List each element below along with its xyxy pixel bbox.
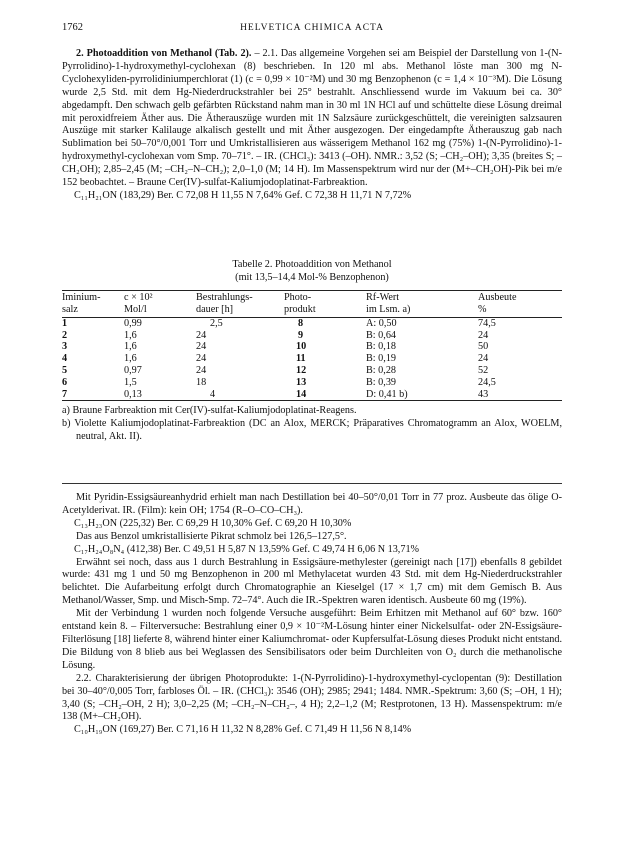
- paragraph-acetyl: Mit Pyridin-Essigsäureanhydrid erhielt man nach Destillation bei 40–50°/0,01 Torr in 77 proz. Ausbeute das ölige O-Acetylderivat. IR. (Film): kein OH; 1754 (R–O–CO–CH₃).: [62, 492, 562, 516]
- table-body: [62, 317, 562, 405]
- running-header: [62, 22, 562, 36]
- header-rf: Rf-Wert im Lsm. a): [366, 291, 411, 315]
- paragraph-methylacetate: Erwähnt sei noch, dass aus 1 durch Bestrahlung in Essigsäure-methylester (gereinigt nach [17]) ebenfalls 8 gebildet wurde: 431 mg 1 und 50 mg Benzophenon in 200 ml Methylacetat wurden 43 Std. mit dem Hg-Niederdruckstrahler belichtet. Die Aufarbeitung erfolgt durch Chromatographie an Kieselgel (17 × 1,7 cm) mit dem Gemisch B. Aus Methanol/Wasser, Smp. und Misch-Smp. 72–74°. Auch die IR.-Spektren waren identisch. Ausbeute 60 mg (19%).: [62, 556, 562, 607]
- header-iminium: Iminium- salz: [62, 291, 101, 315]
- table-subtitle: (mit 13,5–14,4 Mol-% Benzophenon): [235, 271, 389, 283]
- section-photoaddition: [62, 48, 562, 203]
- paragraph-picrate: Das aus Benzol umkristallisierte Pikrat schmolz bei 126,5–127,5°.: [76, 530, 347, 542]
- paragraph-characterization: 2.2. Charakterisierung der übrigen Photoprodukte: 1-(N-Pyrrolidino)-1-hydroxymethyl-cyclopentan (9): Destillation bei 30–40°/0,005 Torr, farbloses Öl. – IR. (CHCl₃): 3546 (OH); 2985; 2941; 1484. NMR.-Spektrum: 3,60 (S; –OH, 1 H); 3,40 (S; –CH₂–OH, 2 H); 3,0–2,25 (M; –CH₂–N–CH₂–, 4 H); 2,2–1,2 (M; Restprotonen, 13 H). Massenspektrum: m/e 138 (M+–CH₂OH).: [62, 672, 562, 723]
- elemental-analysis: C₁₇H₂₄O₈N₄ (412,38) Ber. C 49,51 H 5,87 N 13,59% Gef. C 49,74 H 6,06 N 13,71%: [74, 543, 420, 555]
- table-2: [62, 259, 562, 444]
- elemental-analysis: C₁₀H₁₉ON (169,27) Ber. C 71,16 H 11,32 N 8,28% Gef. C 71,49 H 11,56 N 8,14%: [74, 724, 412, 736]
- table-row: 2 1,6 24 9 B: 0,64 24: [62, 329, 489, 341]
- table-grid: [62, 290, 562, 406]
- header-yield: Ausbeute %: [478, 291, 517, 315]
- table-row: 5 0,97 24 12 B: 0,28 52: [62, 365, 489, 376]
- section-heading: 2. Photoaddition von Methanol (Tab. 2).: [76, 48, 252, 59]
- header-product: Photo- produkt: [284, 291, 316, 315]
- footnote-b: b) Violette Kaliumjodoplatinat-Farbreaktion (DC an Alox, MERCK; Präparatives Chromatogramm an Alox, WOELM, neutral, Akt. II).: [62, 418, 562, 443]
- journal-title: HELVETICA CHIMICA ACTA: [240, 23, 384, 33]
- table-row: 6 1,5 18 13 B: 0,39 24,5: [62, 376, 496, 388]
- table-header-row: [62, 290, 562, 317]
- page-number: 1762: [62, 22, 83, 33]
- section-continued: [62, 492, 562, 737]
- paragraph-general-procedure: [62, 48, 562, 190]
- section-divider: [62, 483, 562, 484]
- elemental-analysis: C₁₃H₂₃ON (225,32) Ber. C 69,29 H 10,30% Gef. C 69,20 H 10,30%: [74, 517, 352, 529]
- elemental-analysis: C₁₁H₂₁ON (183,29) Ber. C 72,08 H 11,55 N 7,64% Gef. C 72,38 H 11,71 N 7,72%: [74, 189, 412, 201]
- table-row: 4 1,6 24 11 B: 0,19 24: [62, 353, 489, 365]
- paragraph-filter-experiments: Mit der Verbindung 1 wurden noch folgende Versuche ausgeführt: Beim Erhitzen mit Methanol auf 60° bzw. 160° entstand kein 8. – Filterversuche: Bestrahlung einer 0,9 × 10⁻²M-Lösung hinter einer Nickelsulfat- oder 2N-Essigsäure-Filterlösung [18] lieferte 8, während hinter einer Kaliumchromat- oder Kupfersulfat-Lösung dieses Produkt nicht entstand. Die Bildung von 8 blieb aus bei Weglassen des Sensibilisators oder beim Durchleiten von O₂ durch die methanolische Lösung.: [62, 608, 562, 671]
- footnote-a: a) Braune Farbreaktion mit Cer(IV)-sulfat-Kaliumjodoplatinat-Reagens.: [62, 405, 357, 417]
- table-row: 1 0,99 2,5 8 A: 0,50 74,5: [62, 317, 562, 329]
- table-row: 3 1,6 24 10 B: 0,18 50: [62, 341, 489, 353]
- header-concentration: c × 10² Mol/l: [124, 291, 153, 315]
- table-title: Tabelle 2. Photoaddition von Methanol: [232, 259, 392, 270]
- table-row: 7 0,13 4 14 D: 0,41 b) 43: [62, 388, 489, 400]
- header-duration: Bestrahlungs- dauer [h]: [196, 291, 253, 315]
- paragraph-text: – 2.1. Das allgemeine Vorgehen sei am Beispiel der Darstellung von 1-(N-Pyrrolidino)-1-hydroxymethyl-cyclohexan (8) beschrieben. In 120 ml abs. Methanol löste man 300 mg N-Cyclohexyliden-pyrrolidiniumperchlorat (1) (c = 0,99 × 10⁻²M) und 30 mg Benzophenon (c = 1,4 × 10⁻³M). Die Lösung wurde 2,5 Std. mit dem Hg-Niederdruckstrahler bei 25° bestrahlt. Anschliessend wurde im Vakuum bei ca. 30° abgedampft. Den schwach gelb gefärbten Rückstand nahm man in 30 ml 1N HCl auf und schüttelte diese Lösung dreimal mit peroxidfreiem Äther aus. Die Ätherauszüge wurden mit 1N Salzsäure zurückgeschüttelt, die vereinigten salzsauren Auszüge mit starker Kalilauge alkalisch gestellt und mit Äther ausgezogen. Der eingedampfte Ätherauszug gab nach Sublimation bei 50–70°/0,001 Torr und Umkristallisieren aus wässerigem Methanol 162 mg (75%) 1-(N-Pyrrolidino)-1-hydroxymethyl-cyclohexan vom Smp. 70–71°. – IR. (CHCl₃): 3413 (–OH). NMR.: 3,52 (S; –CH₂–OH); 3,35 (breites S; –CH₂OH); 2,85–2,45 (M; –CH₂–N–CH₂); 2,0–1,0 (M; 14 H). Im Massenspektrum wird nur der (M+–CH₂OH)-Pik bei m/e 152 beobachtet. – Braune Cer(IV)-sulfat-Kaliumjodoplatinat-Farbreaktion.: [62, 48, 563, 189]
